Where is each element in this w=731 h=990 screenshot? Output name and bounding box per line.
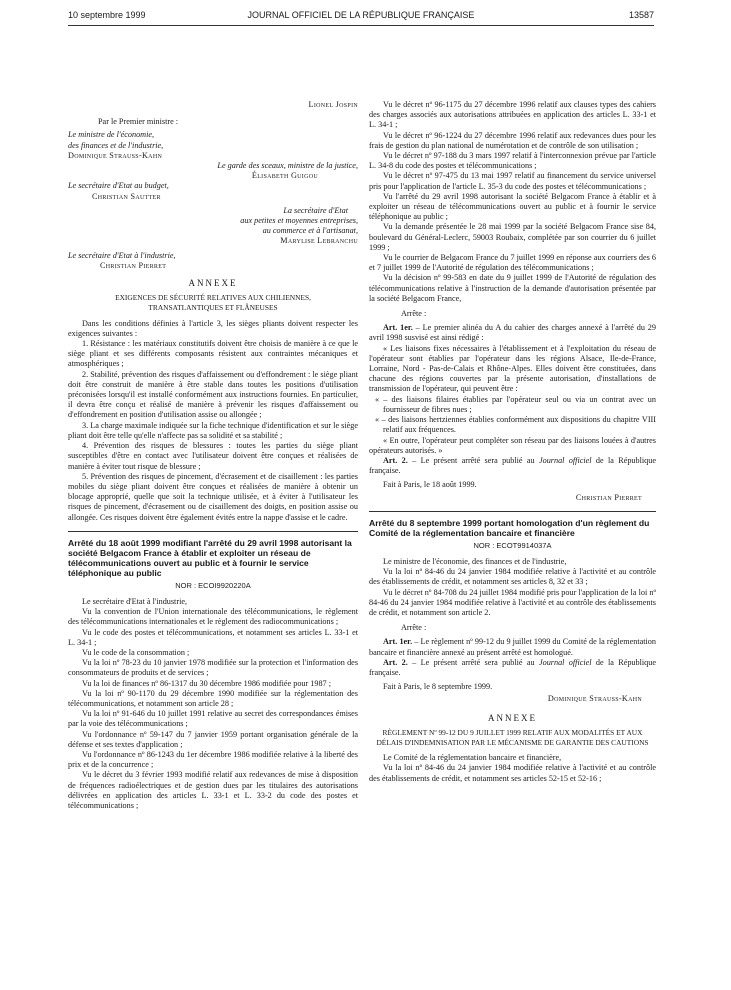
vu-4: Vu la loi nº 78-23 du 10 janvier 1978 modifiée sur la protection et l'information des consommateurs de produits et de services ; <box>68 658 358 678</box>
vu-3: Vu le code de la consommation ; <box>82 647 190 657</box>
left-column <box>68 100 358 811</box>
secretaire-industrie: Le secrétaire d'Etat à l'industrie, <box>68 250 176 260</box>
secretaire-pme-line3: au commerce et à l'artisanat, <box>262 226 358 236</box>
vu-c: Vu la loi nº 84-46 du 24 janvier 1984 modifiée relative à l'activité et au contrôle des établissements de crédit, et notamment ses articles 52-15 et 52-16 ; <box>369 763 656 783</box>
vu-12: Vu le décret nº 96-1224 du 27 décembre 1996 relatif aux redevances dues pour les frais de gestion du plan national de numérotation et de contrôle de son utilisation ; <box>369 130 656 150</box>
article-1 <box>369 323 656 343</box>
requirement-1: 1. Résistance : les matériaux constitutifs doivent être choisis de manière à ce que le siège pliant et ses différents composants résistent aux contraintes mécaniques et atmosphériques ; <box>68 339 358 369</box>
vu-15: Vu l'arrêté du 29 avril 1998 autorisant la société Belgacom France à établir et à exploiter un réseau de télécommunications ouvert au public et à fournir le service téléphonique au public ; <box>369 191 656 222</box>
crbf-article-1 <box>369 637 656 657</box>
arrete-label-2: Arrête : <box>401 623 427 633</box>
signature-pierret: Christian Pierret <box>575 492 642 502</box>
crbf-article-1-text: – Le règlement nº 99-12 du 9 juillet 1999 du Comité de la réglementation bancaire et financière annexé au présent arrêté est homologué. <box>369 637 656 657</box>
annexe-intro: Dans les conditions définies à l'article 3, les sièges pliants doivent respecter les exigences suivantes : <box>68 318 358 338</box>
ministre-economie-line2: des finances et de l'industrie, <box>68 140 164 150</box>
secretaire-industrie-name: Christian Pierret <box>100 260 167 270</box>
vu-18: Vu la décision nº 99-583 en date du 9 juillet 1999 de l'Autorité de régulation des télécommunications relative à l'instruction de la demande d'autorisation présentée par la société Belgacom France, <box>369 273 656 303</box>
vu-6: Vu la loi nº 90-1170 du 29 décembre 1990 modifiée sur la réglementation des télécommunications, et notamment son article 28 ; <box>68 688 358 708</box>
par-premier-ministre: Par le Premier ministre : <box>98 117 179 127</box>
arrete-crbf-nor: NOR : ECOT9914037A <box>473 540 552 550</box>
secretaire-budget: Le secrétaire d'Etat au budget, <box>68 181 169 191</box>
ministre-economie-name: Dominique Strauss-Kahn <box>68 150 163 160</box>
arrete-label: Arrête : <box>401 309 427 319</box>
ministre-line: Le ministre de l'économie, des finances et de l'industrie, <box>383 556 567 566</box>
crbf-article-2 <box>369 658 656 678</box>
requirement-3: 3. La charge maximale indiquée sur la fiche technique d'identification et sur le siège pliant doit être telle qu'elle n'affecte pas sa solidité et sa stabilité ; <box>68 420 358 440</box>
vu-11: Vu le décret nº 96-1175 du 27 décembre 1996 relatif aux clauses types des cahiers des charges associés aux autorisations attribuées en application des articles L. 33-1 et L. 34-1 ; <box>369 100 656 130</box>
header-page-number: 13587 <box>628 10 654 20</box>
article-1-quote-1: « Les liaisons fixes nécessaires à l'établissement et à l'exploitation du réseau de l'opérateur sont établies par l'opérateur dans les régions Alsace, Ile-de-France, Lorraine, Nord - Pas-de-Calais et Rhône-Alpes. Elles doivent être constituées, dans chacune des régions couvertes par la présente autorisation, d'installations de transmission de l'opérateur, qui peuvent être : <box>369 343 656 394</box>
vu-a: Vu la loi nº 84-46 du 24 janvier 1984 modifiée relative à l'activité et au contrôle des établissements de crédit, et notamment ses articles 8, 32 et 33 ; <box>369 567 656 587</box>
vu-b: Vu le décret nº 84-708 du 24 juillet 1984 modifié pris pour l'application de la loi nº 84-46 du 24 janvier 1984 modifiée relative à l'activité et au contrôle des établissements de crédit, et notamment son article 2. <box>369 587 656 617</box>
reglement-title: RÈGLEMENT Nº 99-12 DU 9 JUILLET 1999 RELATIF AUX MODALITÉS ET AUX DÉLAIS D'INDEMNISATION PAR LE MÉCANISME DE GARANTIE DES CAUTIONS <box>376 727 649 747</box>
ministre-economie-line1: Le ministre de l'économie, <box>68 130 155 140</box>
secretaire-etat-line: Le secrétaire d'Etat à l'industrie, <box>82 596 188 606</box>
vu-13: Vu le décret nº 97-188 du 3 mars 1997 relatif à l'interconnexion prévue par l'article L. 34-8 du code des postes et télécommunications ; <box>369 151 656 171</box>
article-2-journal: Journal officiel <box>538 455 592 465</box>
crbf-article-1-label: Art. 1er. <box>383 637 413 647</box>
crbf-article-2-journal: Journal officiel <box>538 657 592 667</box>
signature-strauss-kahn: Dominique Strauss-Kahn <box>547 694 642 704</box>
vu-17: Vu le courrier de Belgacom France du 7 juillet 1999 en réponse aux courriers des 6 et 7 juillet 1999 de l'Autorité de régulation des télécommunications ; <box>369 253 656 273</box>
vu-7: Vu la loi nº 91-646 du 10 juillet 1991 relative au secret des correspondances émises par la voie des télécommunications ; <box>68 709 358 729</box>
arrete-belgacom-title: Arrêté du 18 août 1999 modifiant l'arrêté du 29 avril 1998 autorisant la société Belgacom France à établir et exploiter un réseau de télécommunications ouvert au public et à fournir le service téléphonique au public <box>68 537 352 578</box>
garde-des-sceaux-name: Élisabeth Guigou <box>251 171 318 181</box>
vu-8: Vu l'ordonnance nº 59-147 du 7 janvier 1959 portant organisation générale de la défense et ses textes d'application ; <box>68 729 358 749</box>
article-1-quote-3: « – des liaisons hertziennes établies conformément aux dispositions du chapitre VIII relatif aux fréquences. <box>375 415 656 435</box>
fait-a-paris-2: Fait à Paris, le 8 septembre 1999. <box>383 682 493 692</box>
vu-5: Vu la loi de finances nº 86-1317 du 30 décembre 1986 modifiée pour 1987 ; <box>82 678 331 688</box>
section-divider-right <box>369 511 656 512</box>
article-2-label: Art. 2. <box>383 455 408 465</box>
article-2-text-a: – Le présent arrêté sera publié au <box>407 455 539 465</box>
header-rule <box>68 25 654 26</box>
crbf-article-2-text-a: – Le présent arrêté sera publié au <box>407 657 539 667</box>
article-1-quote-2: « – des liaisons filaires établies par l'opérateur seul ou via un contrat avec un fournisseur de fibres nues ; <box>375 394 656 414</box>
secretaire-pme-line2: aux petites et moyennes entreprises, <box>240 216 358 226</box>
vu-10: Vu le décret du 3 février 1993 modifié relatif aux redevances de mise à disposition de fréquences radioélectriques et de gestion dues par les titulaires des autorisations délivrées en application des articles L. 33-1 et L. 33-2 du code des postes et télécommunications ; <box>68 770 358 810</box>
fait-a-paris: Fait à Paris, le 18 août 1999. <box>383 480 477 490</box>
secretaire-budget-name: Christian Sautter <box>92 191 161 201</box>
requirement-4: 4. Prévention des risques de blessures : toutes les parties du siège pliant susceptibles d'être en contact avec l'utilisateur doivent être conçues et réalisées de manière à éviter tout risque de blessure ; <box>68 441 358 471</box>
comite-line: Le Comité de la réglementation bancaire et financière, <box>383 753 562 763</box>
header-date: 10 septembre 1999 <box>68 10 146 20</box>
article-1-text: – Le premier alinéa du A du cahier des charges annexé à l'arrêté du 29 avril 1998 susvisé est ainsi rédigé : <box>369 323 656 343</box>
requirement-2: 2. Stabilité, prévention des risques d'affaissement ou d'effondrement : le siège pliant doit être construit de manière à être stable dans toutes les positions d'utilisation préconisées lorsqu'il est installé conformément aux instructions fournies. En particulier, il devra être conçu et réalisé de manière à prévenir les risques d'affaissement ou d'effondrement en position d'utilisation assise ou allongée ; <box>68 369 358 420</box>
annexe-heading-2: ANNEXE <box>488 712 537 723</box>
secretaire-pme-name: Marylise Lebranchu <box>280 236 358 246</box>
vu-2: Vu le code des postes et télécommunications, et notamment ses articles L. 33-1 et L. 34-1 ; <box>68 627 358 647</box>
right-column <box>369 100 656 784</box>
article-1-quote-4: « En outre, l'opérateur peut compléter son réseau par des liaisons louées à d'autres opérateurs autorisés. » <box>369 435 656 455</box>
requirement-5: 5. Prévention des risques de pincement, d'écrasement et de cisaillement : les parties mobiles du siège pliant doivent être conçues et réalisées de manière à obtenir un blocage approprié, quelle que soit la technique utilisée, et à éviter à l'utilisateur les risques de pincement, d'écrasement ou de cisaillement des doigts, en position assise ou allongée. Ces risques doivent être également évités entre la nappe d'assise et le cadre. <box>68 471 358 522</box>
crbf-article-2-label: Art. 2. <box>383 657 408 667</box>
vu-9: Vu l'ordonnance nº 86-1243 du 1er décembre 1986 modifiée relative à la liberté des prix et de la concurrence ; <box>68 749 358 770</box>
arrete-belgacom-nor: NOR : ECOI9920220A <box>175 580 251 590</box>
arrete-crbf-title: Arrêté du 8 septembre 1999 portant homologation d'un règlement du Comité de la réglementation bancaire et financière <box>369 517 650 538</box>
vu-16: Vu la demande présentée le 28 mai 1999 par la société Belgacom France sise 84, boulevard du Général-Leclerc, 59003 Roubaix, complétée par son courrier du 6 juillet 1999 ; <box>369 222 656 252</box>
section-divider <box>68 531 358 532</box>
signatory-name: Lionel Jospin <box>308 100 358 109</box>
running-header <box>68 10 654 24</box>
crbf-article-2-text-b: de la République française. <box>369 657 656 677</box>
header-journal-title: JOURNAL OFFICIEL DE LA RÉPUBLIQUE FRANÇAISE <box>247 10 475 20</box>
annexe-title: EXIGENCES DE SÉCURITÉ RELATIVES AUX CHILIENNES, TRANSATLANTIQUES ET FLÂNEUSES <box>115 293 311 313</box>
article-2 <box>369 456 656 476</box>
vu-14: Vu le décret nº 97-475 du 13 mai 1997 relatif au financement du service universel pris pour l'application de l'article L. 35-3 du code des postes et télécommunications ; <box>369 171 656 191</box>
secretaire-pme-line1: La secrétaire d'Etat <box>283 205 348 215</box>
article-1-label: Art. 1er. <box>383 323 413 333</box>
article-2-text-b: de la République française. <box>369 455 656 476</box>
annexe-heading: ANNEXE <box>188 278 238 289</box>
vu-1: Vu la convention de l'Union internationale des télécommunications, le règlement des télécommunications internationales et le règlement des radiocommunications ; <box>68 607 358 627</box>
garde-des-sceaux: Le garde des sceaux, ministre de la justice, <box>217 161 358 171</box>
